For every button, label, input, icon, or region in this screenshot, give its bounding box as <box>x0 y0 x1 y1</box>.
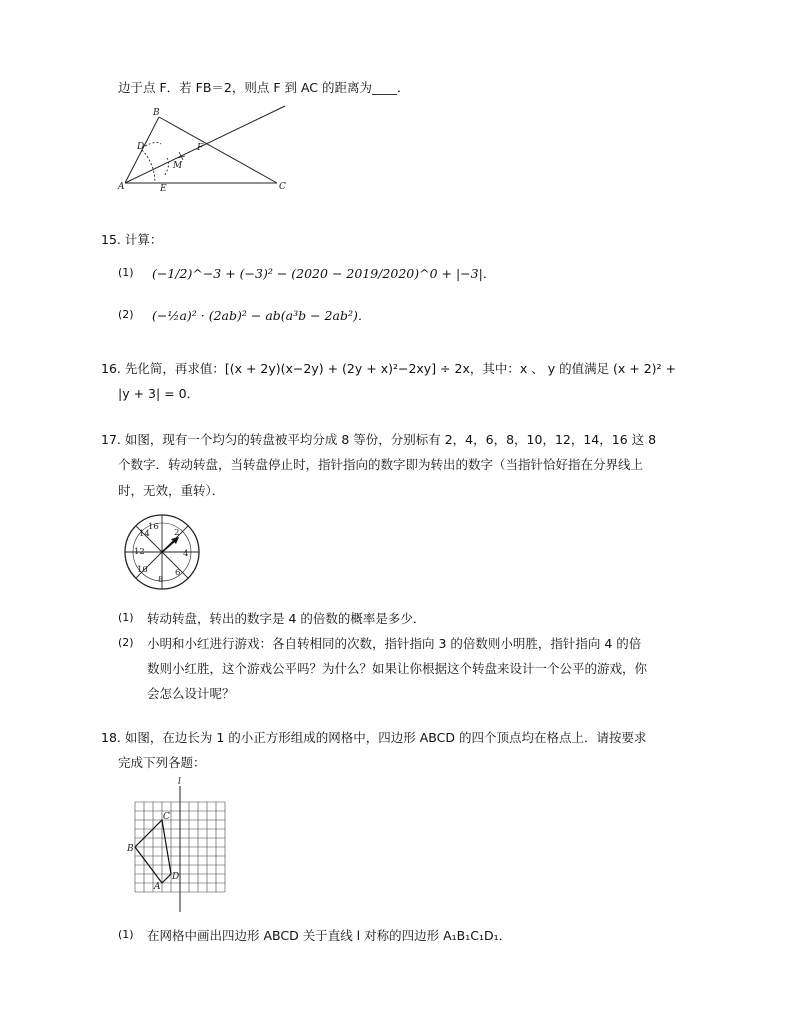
q17-sub1-text: 转动转盘，转出的数字是 4 的倍数的概率是多少． <box>147 611 426 626</box>
wheel-num-12: 12 <box>134 547 145 557</box>
q17-sub2-line3: 会怎么设计呢？ <box>147 686 235 701</box>
q17-line1: 17. 如图，现有一个均匀的转盘被平均分成 8 等份，分别标有 2，4，6，8，10，12，14，16 这 8 <box>101 432 657 447</box>
q15-item2-expr: (−½a)² · (2ab)² − ab(a³b − 2ab²)． <box>152 308 371 323</box>
q17-sub2-num: (2) <box>118 636 134 649</box>
q17-line3: 时，无效，重转）． <box>118 483 225 498</box>
wheel-num-10: 10 <box>137 565 148 575</box>
line-l-label: l <box>178 777 181 787</box>
wheel-num-16: 16 <box>148 522 159 532</box>
q15-item1-expr: (−1/2)^−3 + (−3)² − (2020 − 2019/2020)^0 + |−3|． <box>152 266 496 281</box>
wheel-num-6: 6 <box>175 568 181 578</box>
wheel-num-4: 4 <box>183 549 189 559</box>
label-D: D <box>137 142 145 152</box>
grid-label-C: C <box>163 812 170 822</box>
q18-line1: 18. 如图，在边长为 1 的小正方形组成的网格中，四边形 ABCD 的四个顶点均在格点上．请按要求 <box>101 730 647 745</box>
wheel-num-8: 8 <box>158 575 164 585</box>
q17-sub2-line2: 数则小红胜，这个游戏公平吗？为什么？如果让你根据这个转盘来设计一个公平的游戏，你 <box>147 661 648 676</box>
q14-tail-text: 边于点 F．若 FB＝2，则点 F 到 AC 的距离为____． <box>118 80 410 95</box>
q15-title: 15. 计算： <box>101 232 163 247</box>
q18-grid-figure <box>125 776 235 916</box>
q15-item2-num: (2) <box>118 308 134 321</box>
wheel-num-2: 2 <box>174 528 180 538</box>
q16-line1: 16. 先化简，再求值：[(x + 2y)(x−2y) + (2y + x)²−2xy] ÷ 2x，其中：x 、 y 的值满足 (x + 2)² + <box>101 361 677 376</box>
q18-line2: 完成下列各题： <box>118 755 206 770</box>
label-B: B <box>153 108 160 118</box>
wheel-num-14: 14 <box>139 529 150 539</box>
q18-sub1-text: 在网格中画出四边形 ABCD 关于直线 l 对称的四边形 A₁B₁C₁D₁． <box>147 928 512 943</box>
grid-label-A: A <box>154 882 161 892</box>
grid-label-B: B <box>127 844 134 854</box>
q17-sub1-num: (1) <box>118 611 134 624</box>
q16-line2: |y + 3| = 0． <box>118 386 200 401</box>
label-M: M <box>173 161 183 171</box>
spinner-wheel-figure <box>122 512 202 592</box>
q18-sub1-num: (1) <box>118 928 134 941</box>
label-F: F <box>197 143 204 153</box>
label-C: C <box>279 182 286 192</box>
q15-item1-num: (1) <box>118 266 134 279</box>
q14-triangle-figure <box>115 104 290 192</box>
q17-line2: 个数字．转动转盘，当转盘停止时，指针指向的数字即为转出的数字（当指针恰好指在分界线上 <box>118 457 644 472</box>
q17-sub2-line1: 小明和小红进行游戏：各自转相同的次数，指针指向 3 的倍数则小明胜，指针指向 4 的倍 <box>147 636 642 651</box>
label-E: E <box>160 184 167 192</box>
label-A: A <box>118 182 125 192</box>
grid-label-D: D <box>172 872 180 882</box>
